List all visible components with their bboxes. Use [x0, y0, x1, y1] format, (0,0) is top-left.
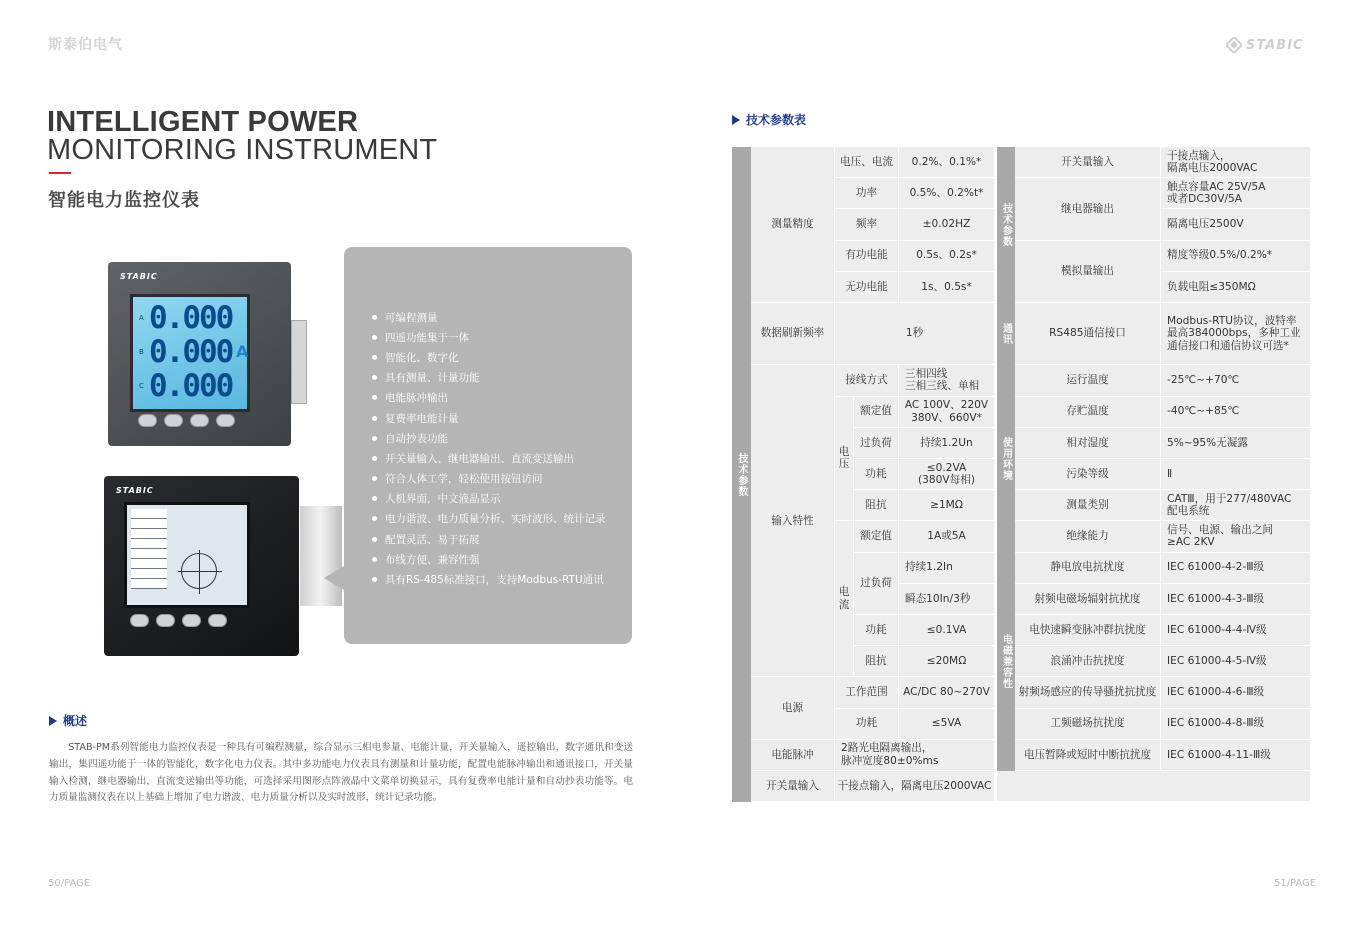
spec-heading-text: 技术参数表 — [746, 113, 807, 127]
power-consume-value — [899, 709, 995, 740]
emc-value — [1161, 709, 1311, 740]
product-image-graphic-meter — [104, 476, 299, 656]
analog-value — [1161, 241, 1311, 272]
overview-heading-text: 概述 — [63, 714, 88, 728]
input-label — [751, 365, 835, 677]
current-power-label — [854, 615, 899, 646]
current-overload-label-text: 过负荷 — [860, 577, 892, 590]
lcd-label-a: A — [139, 314, 144, 322]
voltage-item-name-text: 过负荷 — [860, 436, 892, 449]
voltage-item-value-text: ≥1MΩ — [930, 499, 963, 512]
wiring-value — [899, 365, 995, 396]
lcd-label-c: C — [139, 382, 144, 390]
env-value-text: 配电系统 — [1167, 505, 1210, 518]
env-value-text: -40℃~+85℃ — [1167, 405, 1240, 418]
switch-in-value — [1161, 147, 1311, 178]
accuracy-value — [899, 178, 995, 209]
right-arrow-button-icon — [164, 414, 183, 427]
device-logo: STABIC — [120, 272, 158, 281]
accuracy-value — [899, 241, 995, 272]
bullet-dot-icon — [372, 436, 377, 441]
env-value — [1161, 490, 1311, 521]
device-logo: STABIC — [116, 486, 154, 495]
menu-button-icon — [182, 614, 201, 627]
voltage-item-value-text: AC 100V、220V — [904, 399, 989, 412]
analog-value — [1161, 272, 1311, 303]
feature-panel-pointer — [324, 566, 344, 590]
accuracy-value — [899, 147, 995, 178]
voltage-item-value-text: (380V每相) — [918, 474, 975, 487]
voltage-item-name — [854, 490, 899, 521]
left-arrow-button-icon — [138, 414, 157, 427]
bullet-dot-icon — [372, 416, 377, 421]
relay-value-text: 触点容量AC 25V/5A — [1167, 180, 1266, 193]
analog-label-text: 模拟量输出 — [1061, 265, 1114, 278]
voltage-item-name-text: 阻抗 — [865, 499, 887, 512]
title-en-line1: INTELLIGENT POWER — [47, 106, 359, 138]
bullet-dot-icon — [372, 496, 377, 501]
feature-text: 可编程测量 — [385, 311, 438, 324]
feature-text: 具有RS-485标准接口，支持Modbus-RTU通讯 — [385, 574, 604, 587]
emc-value-text: IEC 61000-4-2-Ⅲ级 — [1167, 561, 1265, 574]
switch-value-text: 干接点输入，隔离电压2000VAC — [837, 779, 992, 792]
voltage-item-value-text: 380V、660V* — [911, 411, 982, 424]
emc-name-text: 射频电磁场辐射抗扰度 — [1034, 592, 1141, 605]
analog-label — [1015, 241, 1161, 303]
env-name — [1015, 490, 1161, 521]
bullet-dot-icon — [372, 557, 377, 562]
relay-value-text: 隔离电压2500V — [1167, 218, 1244, 231]
accuracy-name-text: 有功电能 — [845, 249, 888, 262]
phasor-diagram-icon — [181, 553, 217, 589]
voltage-label — [835, 397, 854, 522]
triangle-bullet-icon — [732, 115, 740, 125]
lcd-display — [130, 294, 250, 412]
env-name-text: 测量类别 — [1066, 499, 1109, 512]
feature-text: 电力谐波、电力质量分析、实时波形、统计记录 — [385, 513, 606, 526]
accuracy-value-text: 0.5%、0.2%t* — [909, 187, 984, 200]
switch-in-value-text: 干接点输入， — [1167, 149, 1231, 162]
env-name — [1015, 397, 1161, 428]
emc-value-text: IEC 61000-4-5-Ⅳ级 — [1167, 655, 1267, 668]
spec-heading — [732, 111, 806, 128]
voltage-label-text: 电压 — [838, 445, 850, 471]
right-arrow-button-icon — [156, 614, 175, 627]
emc-name-text: 浪涌冲击抗扰度 — [1050, 655, 1125, 668]
emc-value-text: IEC 61000-4-3-Ⅲ级 — [1167, 592, 1265, 605]
pulse-label — [751, 740, 835, 771]
page-number-left: 50/PAGE — [48, 878, 91, 889]
meter-side-clip — [291, 320, 307, 404]
emc-name — [1015, 615, 1161, 646]
voltage-item-name-text: 额定值 — [860, 405, 892, 418]
env-value — [1161, 521, 1311, 552]
emc-name — [1015, 553, 1161, 584]
analog-value-text: 精度等级0.5%/0.2%* — [1167, 249, 1273, 262]
env-name-text: 运行温度 — [1066, 374, 1109, 387]
voltage-item-value-text: 持续1.2Un — [920, 436, 973, 449]
env-value-text: 5%~95%无凝露 — [1167, 436, 1249, 449]
overview-text: STAB-PM系列智能电力监控仪表是一种具有可编程测量，综合显示三相电参量、电能计量，开关量输入，遥控输出，数字通讯和变送输出，集四遥功能于一体的智能化，数字化电力仪表。其中多功能电力仪表具有测量和计量功能，配置电能脉冲输出和通讯接口，开关量输入检测，继电器输出，直流变送输出等功能，可选择采用图形点阵液晶中文菜单切换显示，具有复费率电能计量和自动抄表功能等。电力质量监测仪表在以上基础上增加了电力谐波、电力质量分析以及实时波形，统计记录功能。 — [49, 742, 633, 804]
wiring-value-text: 三相四线 — [905, 367, 948, 380]
accuracy-name — [835, 178, 899, 209]
bullet-dot-icon — [372, 516, 377, 521]
stabic-logo-icon — [1226, 37, 1242, 53]
accuracy-name — [835, 147, 899, 178]
feature-item — [372, 428, 606, 448]
meter-buttons — [138, 414, 235, 427]
lcd-unit: A — [236, 342, 249, 361]
meter-side-clip — [300, 506, 342, 606]
env-value-text: -25℃~+70℃ — [1167, 374, 1240, 387]
env-value-text: 信号、电源、输出之间 — [1167, 523, 1273, 536]
pulse-label-text: 电能脉冲 — [771, 748, 814, 761]
page-number-right: 51/PAGE — [1274, 878, 1317, 889]
feature-item — [372, 549, 606, 569]
voltage-item-value-text: ≤0.2VA — [926, 461, 967, 474]
feature-text: 电能脉冲输出 — [385, 392, 448, 405]
voltage-item-value — [899, 490, 995, 521]
relay-label — [1015, 178, 1161, 240]
emc-value — [1161, 646, 1311, 677]
communication-band: 通讯 — [997, 303, 1015, 365]
brand-logo — [1226, 36, 1318, 54]
feature-text: 复费率电能计量 — [385, 412, 459, 425]
switch-in-value-text: 隔离电压2000VAC — [1167, 162, 1258, 175]
current-rated-label — [854, 521, 899, 552]
accuracy-name — [835, 272, 899, 303]
feature-item — [372, 327, 606, 347]
current-rated-value-text: 1A或5A — [927, 530, 966, 543]
emc-name-text: 工频磁场抗扰度 — [1050, 717, 1125, 730]
emc-name — [1015, 740, 1161, 771]
refresh-label-text: 数据刷新频率 — [760, 327, 825, 340]
env-value-text: ≥AC 2KV — [1167, 536, 1215, 549]
accuracy-name-text: 功率 — [855, 187, 878, 200]
menu-button-icon — [190, 414, 209, 427]
emc-name — [1015, 709, 1161, 740]
rs485-label-text: RS485通信接口 — [1049, 327, 1126, 340]
env-value-text: Ⅱ — [1167, 467, 1173, 480]
wiring-label — [835, 365, 899, 396]
emc-value-text: IEC 61000-4-11-Ⅲ级 — [1167, 748, 1271, 761]
feature-item — [372, 569, 606, 589]
pulse-value-text: 脉冲宽度80±0%ms — [841, 754, 939, 767]
accuracy-value — [899, 272, 995, 303]
rs485-value-text: 通信接口和通信协议可选* — [1167, 339, 1289, 352]
power-consume-value-text: ≤5VA — [931, 717, 962, 730]
feature-text: 四遥功能集于一体 — [385, 331, 469, 344]
env-name — [1015, 521, 1161, 552]
emc-value — [1161, 553, 1311, 584]
current-overload-value-text: 持续1.2In — [905, 561, 953, 574]
power-range-value — [899, 677, 995, 708]
accuracy-name — [835, 241, 899, 272]
feature-item — [372, 368, 606, 388]
electrical-params-band-right: 技术参数 — [997, 147, 1015, 303]
env-name — [1015, 459, 1161, 490]
lcd-reading: 0.000 — [149, 334, 233, 370]
wiring-value-text: 三相三线、单相 — [905, 380, 980, 393]
voltage-item-name-text: 功耗 — [865, 467, 887, 480]
rs485-value-text: 最高384000bps，多种工业 — [1167, 327, 1301, 340]
emc-name — [1015, 584, 1161, 615]
bullet-dot-icon — [372, 395, 377, 400]
power-consume-label-text: 功耗 — [855, 717, 878, 730]
env-name-text: 相对湿度 — [1066, 436, 1109, 449]
refresh-label — [751, 303, 835, 365]
accuracy-value-text: 1s、0.5s* — [921, 280, 972, 293]
switch-in-label — [1015, 147, 1161, 178]
current-power-value-text: ≤0.1VA — [926, 623, 967, 636]
emc-name-text: 电压暂降或短时中断抗扰度 — [1023, 748, 1152, 761]
current-imp-label — [854, 646, 899, 677]
bullet-dot-icon — [372, 375, 377, 380]
switch-value — [835, 771, 995, 802]
env-name-text: 存贮温度 — [1066, 405, 1109, 418]
env-value — [1161, 428, 1311, 459]
feature-item — [372, 469, 606, 489]
emc-value-text: IEC 61000-4-4-Ⅳ级 — [1167, 623, 1267, 636]
power-range-label-text: 工作范围 — [845, 686, 888, 699]
bullet-dot-icon — [372, 355, 377, 360]
env-name — [1015, 365, 1161, 396]
current-overload-label — [854, 553, 899, 615]
env-name-text: 污染等级 — [1066, 467, 1109, 480]
table-divider — [995, 147, 997, 802]
bullet-dot-icon — [372, 335, 377, 340]
pulse-value — [835, 740, 995, 771]
input-label-text: 输入特性 — [771, 514, 814, 527]
title-accent-rule — [49, 172, 71, 174]
current-rated-label-text: 额定值 — [860, 530, 892, 543]
switch-in-label-text: 开关量输入 — [1061, 155, 1114, 168]
emc-name-text: 静电放电抗扰度 — [1050, 561, 1125, 574]
analog-value-text: 负载电阻≤350MΩ — [1167, 280, 1256, 293]
lcd-label-b: B — [139, 348, 144, 356]
emc-name — [1015, 646, 1161, 677]
brand-name-cn: 斯泰伯电气 — [48, 37, 123, 53]
feature-item — [372, 489, 606, 509]
current-power-value — [899, 615, 995, 646]
voltage-item-name — [854, 459, 899, 490]
relay-label-text: 继电器输出 — [1061, 202, 1114, 215]
env-name — [1015, 428, 1161, 459]
accuracy-value-text: 0.2%、0.1%* — [911, 155, 982, 168]
enter-button-icon — [208, 614, 227, 627]
feature-text: 自动抄表功能 — [385, 432, 448, 445]
feature-text: 具有测量、计量功能 — [385, 372, 480, 385]
rs485-value-text: Modbus-RTU协议，波特率 — [1167, 314, 1297, 327]
accuracy-value-text: 0.5s、0.2s* — [916, 249, 977, 262]
voltage-item-name — [854, 397, 899, 428]
env-value — [1161, 459, 1311, 490]
emc-name-text: 射频场感应的传导骚扰抗扰度 — [1018, 686, 1157, 699]
env-value — [1161, 365, 1311, 396]
power-label — [751, 677, 835, 739]
refresh-value-text: 1秒 — [905, 327, 924, 340]
emc-value — [1161, 584, 1311, 615]
accuracy-name-text: 电压、电流 — [840, 155, 893, 168]
feature-item — [372, 529, 606, 549]
emc-value — [1161, 740, 1311, 771]
lcd-menu — [131, 509, 167, 589]
current-imp-label-text: 阻抗 — [865, 655, 887, 668]
feature-text: 符合人体工学，轻松使用按钮访问 — [385, 473, 543, 486]
env-value-text: CATⅢ，用于277/480VAC — [1167, 492, 1292, 505]
lcd-reading: 0.000 — [149, 300, 233, 336]
electrical-params-band: 技术参数 — [732, 147, 751, 802]
power-range-value-text: AC/DC 80~270V — [903, 686, 990, 699]
accuracy-name — [835, 209, 899, 240]
power-label-text: 电源 — [781, 701, 804, 714]
spec-table — [732, 147, 1311, 802]
wiring-label-text: 接线方式 — [845, 374, 888, 387]
enter-button-icon — [216, 414, 235, 427]
current-rated-value — [899, 521, 995, 552]
feature-text: 人机界面，中文液晶显示 — [385, 493, 501, 506]
product-image-lcd-meter — [108, 262, 291, 446]
switch-label — [751, 771, 835, 802]
voltage-item-value — [899, 397, 995, 428]
accuracy-name-text: 无功电能 — [845, 280, 888, 293]
emc-value — [1161, 677, 1311, 708]
switch-label-text: 开关量输入 — [766, 779, 819, 792]
brand-logo-text: STABIC — [1246, 37, 1304, 53]
bullet-dot-icon — [372, 537, 377, 542]
feature-panel — [344, 247, 632, 644]
refresh-value — [835, 303, 995, 365]
bullet-dot-icon — [372, 315, 377, 320]
triangle-bullet-icon — [49, 716, 57, 726]
graphic-lcd-display — [124, 502, 250, 608]
feature-item — [372, 347, 606, 367]
current-overload-value — [899, 553, 995, 584]
current-power-label-text: 功耗 — [865, 623, 887, 636]
voltage-item-value — [899, 459, 995, 490]
overview-heading — [49, 712, 87, 729]
meter-buttons — [130, 614, 227, 627]
voltage-item-value — [899, 428, 995, 459]
emc-value — [1161, 615, 1311, 646]
feature-item — [372, 408, 606, 428]
current-label — [835, 521, 854, 677]
env-name-text: 绝缘能力 — [1066, 530, 1109, 543]
current-overload-value — [899, 584, 995, 615]
title-cn: 智能电力监控仪表 — [48, 190, 200, 211]
bullet-dot-icon — [372, 476, 377, 481]
feature-item — [372, 509, 606, 529]
emc-name-text: 电快速瞬变脉冲群抗扰度 — [1029, 623, 1146, 636]
feature-text: 智能化、数字化 — [385, 351, 459, 364]
title-en-line2: MONITORING INSTRUMENT — [47, 134, 438, 166]
feature-item — [372, 448, 606, 468]
current-imp-value-text: ≤20MΩ — [926, 655, 967, 668]
accuracy-value-text: ±0.02HZ — [922, 218, 971, 231]
env-value — [1161, 397, 1311, 428]
feature-item — [372, 307, 606, 327]
feature-text: 配置灵活、易于拓展 — [385, 533, 480, 546]
emc-value-text: IEC 61000-4-6-Ⅲ级 — [1167, 686, 1265, 699]
feature-text: 开关量输入、继电器输出、直流变送输出 — [385, 452, 574, 465]
feature-list — [372, 307, 606, 590]
voltage-item-name — [854, 428, 899, 459]
measure-accuracy-label-text: 测量精度 — [771, 218, 814, 231]
emc-value-text: IEC 61000-4-8-Ⅲ级 — [1167, 717, 1265, 730]
accuracy-name-text: 频率 — [855, 218, 878, 231]
rs485-value — [1161, 303, 1311, 365]
pulse-value-text: 2路光电隔离输出， — [841, 742, 933, 755]
relay-value — [1161, 178, 1311, 209]
environment-band: 使用环境 — [997, 365, 1015, 552]
rs485-label — [1015, 303, 1161, 365]
lcd-reading: 0.000 — [149, 368, 233, 404]
emc-name — [1015, 677, 1161, 708]
relay-value-text: 或者DC30V/5A — [1167, 193, 1243, 206]
left-arrow-button-icon — [130, 614, 149, 627]
bullet-dot-icon — [372, 456, 377, 461]
relay-value — [1161, 209, 1311, 240]
bullet-dot-icon — [372, 577, 377, 582]
current-label-text: 电流 — [838, 586, 850, 611]
power-range-label — [835, 677, 899, 708]
emc-band: 电磁兼容性 — [997, 553, 1015, 771]
feature-text: 布线方便、兼容性强 — [385, 553, 480, 566]
empty-cell — [997, 771, 1311, 802]
current-overload-value-text: 瞬态10In/3秒 — [905, 592, 971, 605]
feature-item — [372, 388, 606, 408]
accuracy-value — [899, 209, 995, 240]
current-imp-value — [899, 646, 995, 677]
measure-accuracy-label — [751, 147, 835, 303]
power-consume-label — [835, 709, 899, 740]
